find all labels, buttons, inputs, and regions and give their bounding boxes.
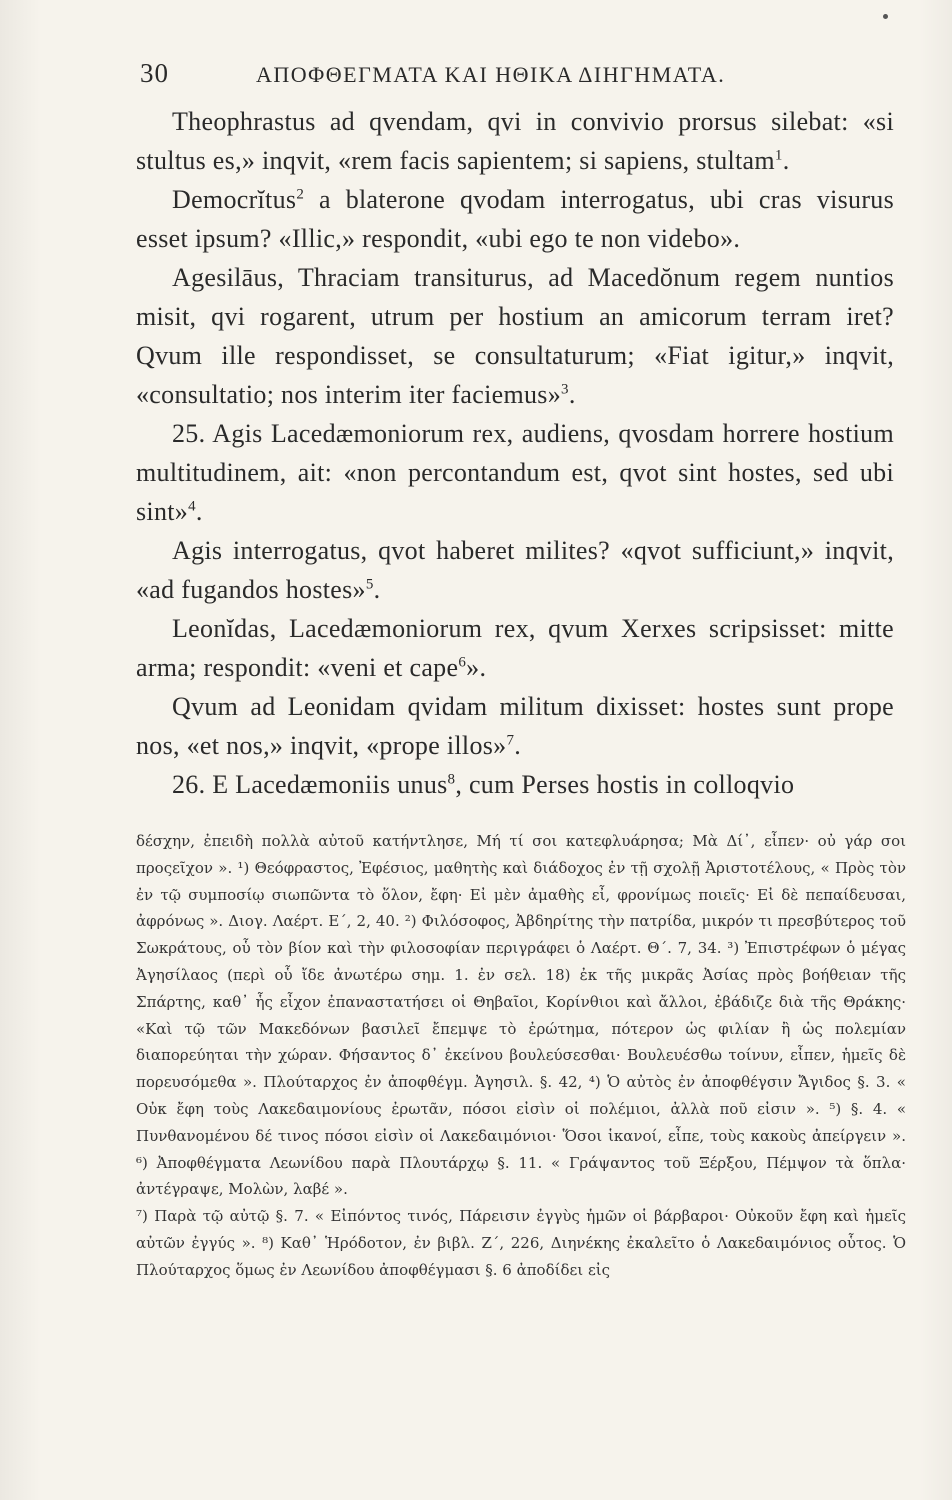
- running-head: ΑΠΟΦΘΕΓΜΑΤΑ ΚΑΙ ΗΘΙΚΑ ΔΙΗΓΗΜΑΤΑ.: [256, 62, 726, 87]
- footnote-ref: 8: [447, 771, 456, 788]
- footnote-ref: 5: [365, 576, 374, 593]
- footnotes: [136, 828, 906, 1284]
- paragraph: 26. E Lacedæmoniis unus$^8$, cum Perses hostis in colloqvio: [172, 770, 795, 799]
- footnote-ref: 7: [506, 732, 515, 749]
- footnote-ref: 1: [774, 147, 783, 164]
- footnote-ref: 4: [188, 498, 196, 515]
- ink-speck: [883, 14, 888, 19]
- footnote-block: δέσχην, ἐπειδὴ πολλὰ αὐτοῦ κατήντλησε, Μή τί σοι κατεφλυάρησα; Μὰ Δί᾽, εἶπεν· οὐ γάρ σοι προςεῖχον ». ¹) Θεόφραστος, Ἐφέσιος, μαθητὴς καὶ διάδοχος ἐν τῇ σχολῇ Ἀριστοτέλους, « Πρὸς τὸν ἐν τῷ συμποσίῳ σιωπῶντα τὸ ὅλον, ἔφη· Εἰ μὲν ἀμαθὴς εἶ, φρονίμως ποιεῖς· Εἰ δὲ πεπαίδευσαι, ἀφρόνως ». Διογ. Λαέρτ. Ε΄, 2, 40. ²) Φιλόσοφος, Ἀβδηρίτης τὴν πατρίδα, μικρόν τι πρεσβύτερος τοῦ Σωκράτους, οὗ τὸν βίον καὶ τὴν φιλοσοφίαν περιγράφει ὁ Λαέρτ. Θ΄. 7, 34. ³) Ἐπιστρέφων ὁ μέγας Ἀγησίλαος (περὶ οὗ ἴδε ἀνωτέρω σημ. 1. ἐν σελ. 18) ἐκ τῆς μικρᾶς Ἀσίας πρὸς βοήθειαν τῆς Σπάρτης, καθ᾽ ἧς εἶχον ἐπαναστατήσει οἱ Θηβαῖοι, Κορίνθιοι καὶ ἄλλοι, ἐβάδιζε διὰ τῆς Θράκης· «Καὶ τῷ τῶν Μακεδόνων βασιλεῖ ἔπεμψε τὸ ἐρώτημα, πότερον ὡς φιλίαν ἢ ὡς πολεμίαν διαπορεύηται τὴν χώραν. Φήσαντος δ᾽ ἐκείνου βουλεύσεσθαι· Βουλευέσθω τοίνυν, εἶπεν, ἡμεῖς δὲ πορευσόμεθα ». Πλούταρχος ἐν ἀποφθέγμ. Ἀγησιλ. §. 42, ⁴) Ὁ αὐτὸς ἐν ἀποφθέγσιν Ἄγιδος §. 3. « Οὐκ ἔφη τοὺς Λακεδαιμονίους ἐρωτᾶν, πόσοι εἰσὶν οἱ πολέμιοι, ἀλλὰ ποῦ εἰσιν ». ⁵) §. 4. « Πυνθανομένου δέ τινος πόσοι εἰσὶν οἱ Λακεδαιμόνιοι· Ὅσοι ἱκανοί, εἶπε, τοὺς κακοὺς ἀπείργειν ». ⁶) Ἀποφθέγματα Λεωνίδου παρὰ Πλουτάρχῳ §. 11. « Γράψαντος τοῦ Ξέρξου, Πέμψον τὰ ὅπλα· ἀντέγραψε, Μολὼν, λαβέ ».: [136, 832, 906, 1199]
- footnote-block: ⁷) Παρὰ τῷ αὐτῷ §. 7. « Εἰπόντος τινός, Πάρεισιν ἐγγὺς ἡμῶν οἱ βάρβαροι· Οὐκοῦν ἔφη καὶ ἡμεῖς αὐτῶν ἐγγύς ». ⁸) Καθ᾽ Ἡρόδοτον, ἐν βιβλ. Ζ΄, 226, Διηνέκης ἐκαλεῖτο ὁ Λακεδαιμόνιος οὗτος. Ὁ Πλούταρχος ὅμως ἐν Λεωνίδου ἀποφθέγμασι §. 6 ἀποδίδει εἰς: [136, 1207, 906, 1279]
- footnote-ref: 2: [296, 186, 305, 203]
- main-text: [136, 102, 894, 804]
- footnote-ref: 3: [561, 381, 569, 398]
- paragraph: Democrĭtus$^2$ a blaterone qvodam interrogatus, ubi cras visurus esset ipsum? «Illic,» respondit, «ubi ego te non videbo».: [136, 185, 894, 253]
- page-number: 30: [140, 58, 169, 88]
- paragraph: Leonĭdas, Lacedæmoniorum rex, qvum Xerxes scripsisset: mitte arma; respondit: «veni et cape$^6$».: [136, 614, 894, 682]
- paragraph: Agis interrogatus, qvot haberet milites? «qvot sufficiunt,» inqvit, «ad fugandos hostes»$^5$.: [136, 536, 894, 604]
- footnote-ref: 6: [458, 654, 467, 671]
- paragraph: Qvum ad Leonidam qvidam militum dixisset: hostes sunt prope nos, «et nos,» inqvit, «prope illos»$^7$.: [136, 692, 894, 760]
- paragraph: 25. Agis Lacedæmoniorum rex, audiens, qvosdam horrere hostium multitudinem, ait: «non percontandum est, qvot sint hostes, sed ubi sint»$^4$.: [136, 419, 894, 526]
- paragraph: Agesilāus, Thraciam transiturus, ad Macedŏnum regem nuntios misit, qvi rogarent, utrum per hostium an amicorum terram iret? Qvum ille respondisset, se consultaturum; «Fiat igitur,» inqvit, «consultatio; nos interim iter faciemus»$^3$.: [136, 263, 894, 409]
- page-header: [140, 58, 840, 98]
- paragraph: Theophrastus ad qvendam, qvi in convivio prorsus silebat: «si stultus es,» inqvit, «rem facis sapientem; si sapiens, stultam$^1$.: [136, 107, 894, 175]
